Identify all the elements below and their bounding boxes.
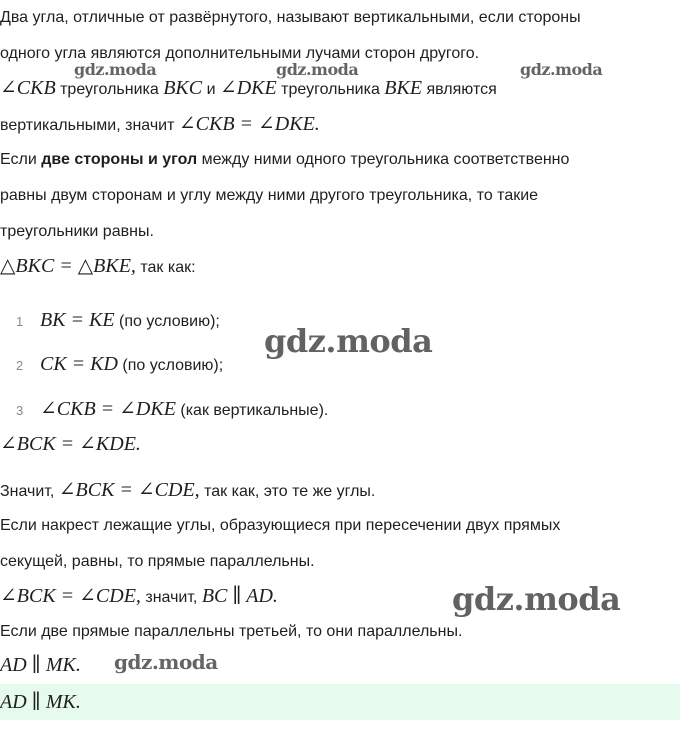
math-ckb-dke: ∠CKB = ∠DKE — [40, 398, 176, 420]
math-ck-kd: CK = KD — [40, 353, 118, 375]
paragraph-parallel-rule-2: секущей, равны, то прямые параллельны. — [0, 553, 315, 570]
text: значит, — [140, 589, 202, 606]
paragraph-vertical-angles — [0, 78, 497, 100]
text: так как: — [135, 259, 196, 276]
list-item-content — [40, 354, 223, 376]
math-angle-ckb: ∠CKB — [0, 77, 56, 99]
paragraph-bc-parallel-ad — [0, 586, 278, 608]
paragraph-angle-bck-kde — [0, 434, 141, 456]
list-item-content — [40, 310, 220, 332]
text: между ними одного треугольника соответственно — [197, 151, 570, 168]
text: (по условию); — [114, 313, 220, 330]
text: (по условию); — [117, 357, 224, 374]
paragraph-sas-rule-2: равны двум сторонам и углу между ними другого треугольника, то такие — [0, 187, 539, 204]
paragraph-ad-mk — [0, 655, 81, 677]
text: (как вертикальные). — [175, 402, 329, 419]
math-ad-mk: AD ∥ MK. — [0, 654, 81, 676]
bold-text: две стороны и угол — [41, 151, 198, 168]
text: Значит, — [0, 483, 59, 500]
paragraph-triangles-equal — [0, 256, 196, 278]
text: вертикальными, значит — [0, 117, 179, 134]
watermark-logo: gdz.moda — [114, 650, 218, 674]
math-triangle-bkc: BKC — [163, 77, 203, 99]
watermark-logo: gdz.moda — [452, 580, 621, 618]
math-triangle-bke: BKE — [384, 77, 423, 99]
math-bck-kde: ∠BCK = ∠KDE. — [0, 433, 141, 455]
paragraph-parallel-rule-1: Если накрест лежащие углы, образующиеся при пересечении двух прямых — [0, 517, 561, 534]
paragraph-sas-rule-3: треугольники равны. — [0, 223, 154, 240]
text: являются — [422, 81, 497, 98]
math-triangles-equal: △BKC = △BKE, — [0, 255, 136, 277]
watermark-logo: gdz.moda — [74, 60, 157, 79]
paragraph-conclusion-angles — [0, 114, 320, 136]
answer-line — [0, 692, 81, 714]
math-bck-cde: ∠BCK = ∠CDE, — [58, 479, 200, 501]
answer-math: AD ∥ MK. — [0, 691, 81, 713]
paragraph-definition-1: Два угла, отличные от развёрнутого, называют вертикальными, если стороны — [0, 9, 581, 26]
math-bk-ke: BK = KE — [40, 309, 115, 331]
text: так как, это те же углы. — [199, 483, 376, 500]
text: Если — [0, 151, 42, 168]
math-bc-ad: BC ∥ AD. — [201, 585, 278, 607]
paragraph-transitive-parallel: Если две прямые параллельны третьей, то они параллельны. — [0, 623, 463, 640]
text: и — [202, 81, 220, 98]
paragraph-sas-rule-1 — [0, 150, 569, 170]
math-angles-equal: ∠CKB = ∠DKE. — [178, 113, 320, 135]
list-number: 2 — [16, 358, 24, 373]
watermark-logo: gdz.moda — [264, 322, 433, 360]
watermark-logo: gdz.moda — [276, 60, 359, 79]
paragraph-same-angles — [0, 480, 375, 502]
list-item-content — [40, 399, 328, 421]
list-number: 1 — [16, 314, 24, 329]
math-bck-cde-2: ∠BCK = ∠CDE, — [0, 585, 141, 607]
math-angle-dke: ∠DKE — [219, 77, 277, 99]
answer-box — [0, 684, 680, 720]
watermark-logo: gdz.moda — [520, 60, 603, 79]
text: треугольника — [276, 81, 385, 98]
list-number: 3 — [16, 403, 24, 418]
paragraph-definition-2: одного угла являются дополнительными лучами сторон другого. — [0, 45, 480, 62]
text: треугольника — [55, 81, 164, 98]
